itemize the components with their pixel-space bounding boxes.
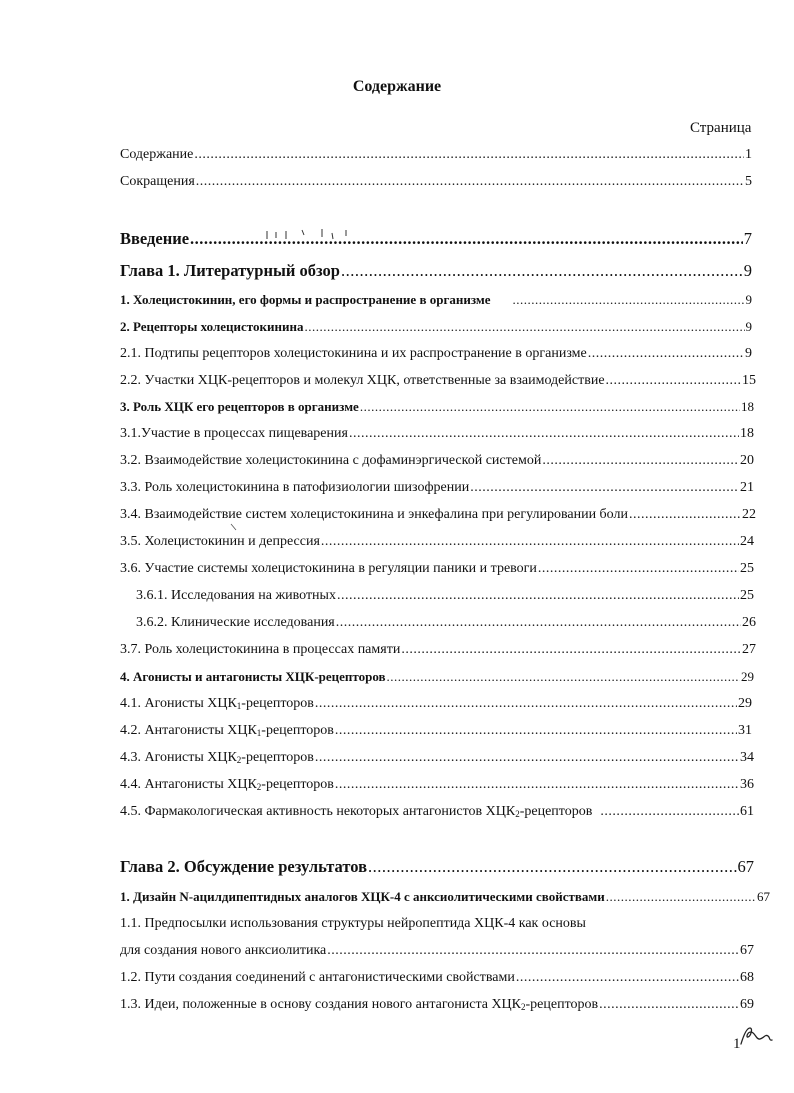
- toc-entry-page: 24: [740, 534, 754, 549]
- toc-entry-g2-1-2[interactable]: [120, 970, 754, 986]
- toc-entry-s4-2[interactable]: [120, 723, 752, 739]
- toc-entry-label: Глава 1. Литературный обзор: [120, 261, 340, 280]
- toc-entry-page: 26: [742, 615, 756, 630]
- toc-entry-s3-6-1[interactable]: [136, 588, 754, 604]
- toc-entry-page: 61: [740, 804, 754, 819]
- toc-entry-page: 29: [741, 669, 754, 684]
- toc-entry-label: 3.6.1. Исследования на животных: [136, 588, 336, 603]
- toc-entry-label: для создания нового анксиолитика: [120, 943, 327, 958]
- toc-entry-page: 69: [740, 997, 754, 1012]
- toc-entry-label: 4.4. Антагонисты $ХЦК_2$-рецепторов: [120, 777, 334, 792]
- toc-entry-s3-4[interactable]: [120, 507, 756, 523]
- toc-entry-s2-1[interactable]: [120, 346, 752, 362]
- toc-entry-page: 9: [745, 319, 752, 334]
- toc-entry-page: 67: [737, 857, 754, 876]
- toc-entry-label: 4.2. Антагонисты $ХЦК_1$-рецепторов: [120, 723, 334, 738]
- toc-entry-label: 4.5. Фармакологическая активность некоторых антагонистов $ХЦК_2$-рецепторов: [120, 804, 593, 819]
- toc-entry-s1[interactable]: [120, 292, 752, 308]
- toc-entry-label: Глава 2. Обсуждение результатов: [120, 857, 367, 876]
- toc-entry-label: 3.1.Участие в процессах пищеварения: [120, 426, 348, 441]
- toc-entry-page: 36: [740, 777, 754, 792]
- toc-entry-page: 25: [740, 588, 754, 603]
- scan-mark-small: [230, 523, 240, 533]
- toc-entry-label: 4.1. Агонисты $ХЦК_1$-рецепторов: [120, 696, 314, 711]
- toc-entry-page: 5: [745, 174, 752, 189]
- toc-entry-label: 3.3. Роль холецистокинина в патофизиологии шизофрении: [120, 480, 470, 495]
- toc-entry-s4-3[interactable]: [120, 750, 754, 766]
- toc-entry-label: 3.6.2. Клинические исследования: [136, 615, 335, 630]
- toc-entry-vvedenie[interactable]: [120, 229, 752, 249]
- toc-entry-label: 3. Роль ХЦК его рецепторов в организме: [120, 399, 359, 414]
- toc-entry-s4-4[interactable]: [120, 777, 754, 793]
- toc-entry-s3-1[interactable]: [120, 426, 754, 442]
- page-column-header: Страница: [690, 120, 752, 136]
- toc-entry-label: 1.2. Пути создания соединений с антагонистическими свойствами: [120, 970, 515, 985]
- toc-entry-soderzhanie[interactable]: [120, 147, 752, 163]
- toc-entry-g2-1-1-line1: 1.1. Предпосылки использования структуры нейропептида ХЦК-4 как основы: [120, 916, 586, 931]
- toc-entry-page: 25: [740, 561, 754, 576]
- toc-entry-label: 1. Дизайн N-ацилдипептидных аналогов ХЦК-4 с анксиолитическими свойствами: [120, 889, 605, 904]
- toc-entry-g2-1[interactable]: [120, 889, 770, 905]
- page-number: 1: [733, 1036, 741, 1052]
- toc-entry-page: 18: [740, 426, 754, 441]
- scan-marks: [262, 227, 352, 245]
- toc-entry-label: 2. Рецепторы холецистокинина: [120, 319, 304, 334]
- toc-entry-g2-1-1[interactable]: [120, 943, 754, 959]
- toc-entry-label: 3.4. Взаимодействие систем холецистокинина и энкефалина при регулировании боли: [120, 507, 628, 522]
- toc-entry-page: 18: [741, 399, 754, 414]
- toc-entry-page: 67: [757, 889, 770, 904]
- toc-entry-s4-1[interactable]: [120, 696, 752, 712]
- toc-entry-label: Введение: [120, 229, 190, 248]
- toc-entry-label: 2.2. Участки ХЦК-рецепторов и молекул ХЦК, ответственные за взаимодействие: [120, 373, 605, 388]
- toc-entry-label: 3.5. Холецистокинин и депрессия: [120, 534, 320, 549]
- toc-entry-page: 9: [745, 346, 752, 361]
- toc-entry-s2-2[interactable]: [120, 373, 756, 389]
- toc-entry-glava2[interactable]: [120, 857, 754, 877]
- toc-entry-page: 7: [743, 229, 752, 248]
- toc-entry-label: 4.3. Агонисты $ХЦК_2$-рецепторов: [120, 750, 314, 765]
- toc-entry-s3[interactable]: [120, 399, 754, 415]
- toc-entry-label: 3.2. Взаимодействие холецистокинина с дофаминэргической системой: [120, 453, 542, 468]
- handwritten-initial: [738, 1022, 774, 1052]
- toc-entry-g2-1-3[interactable]: [120, 997, 754, 1013]
- toc-entry-s3-7[interactable]: [120, 642, 756, 658]
- toc-entry-label: 3.6. Участие системы холецистокинина в регуляции паники и тревоги: [120, 561, 537, 576]
- toc-entry-page: 20: [740, 453, 754, 468]
- toc-entry-page: 68: [740, 970, 754, 985]
- toc-entry-page: 21: [740, 480, 754, 495]
- toc-entry-s2[interactable]: [120, 319, 752, 335]
- toc-entry-s3-5[interactable]: [120, 534, 754, 550]
- toc-entry-page: 27: [742, 642, 756, 657]
- page-title: Содержание: [352, 78, 442, 95]
- toc-entry-page: 9: [743, 261, 752, 280]
- toc-entry-label: 1. Холецистокинин, его формы и распространение в организме: [120, 292, 491, 307]
- toc-entry-label: 1.3. Идеи, положенные в основу создания нового антагониста $ХЦК_2$-рецепторов: [120, 997, 599, 1012]
- toc-entry-s3-2[interactable]: [120, 453, 754, 469]
- toc-entry-page: 31: [738, 723, 752, 738]
- toc-entry-s3-3[interactable]: [120, 480, 754, 496]
- toc-entry-label: Содержание: [120, 147, 194, 162]
- toc-entry-page: 9: [745, 292, 752, 307]
- toc-entry-page: 67: [740, 943, 754, 958]
- toc-entry-glava1[interactable]: [120, 261, 752, 281]
- toc-entry-label: 2.1. Подтипы рецепторов холецистокинина и их распространение в организме: [120, 346, 587, 361]
- toc-entry-s3-6-2[interactable]: [136, 615, 756, 631]
- toc-entry-page: 1: [745, 147, 752, 162]
- toc-entry-s4[interactable]: [120, 669, 754, 685]
- toc-entry-label: 4. Агонисты и антагонисты ХЦК-рецепторов: [120, 669, 386, 684]
- toc-entry-label: 3.7. Роль холецистокинина в процессах памяти: [120, 642, 401, 657]
- toc-entry-label: Сокращения: [120, 174, 195, 189]
- toc-entry-page: 15: [742, 373, 756, 388]
- toc-entry-s4-5[interactable]: [120, 804, 754, 820]
- toc-entry-page: 22: [742, 507, 756, 522]
- toc-entry-page: 34: [740, 750, 754, 765]
- toc-entry-page: 29: [738, 696, 752, 711]
- toc-entry-s3-6[interactable]: [120, 561, 754, 577]
- toc-entry-sokrashcheniya[interactable]: [120, 174, 752, 190]
